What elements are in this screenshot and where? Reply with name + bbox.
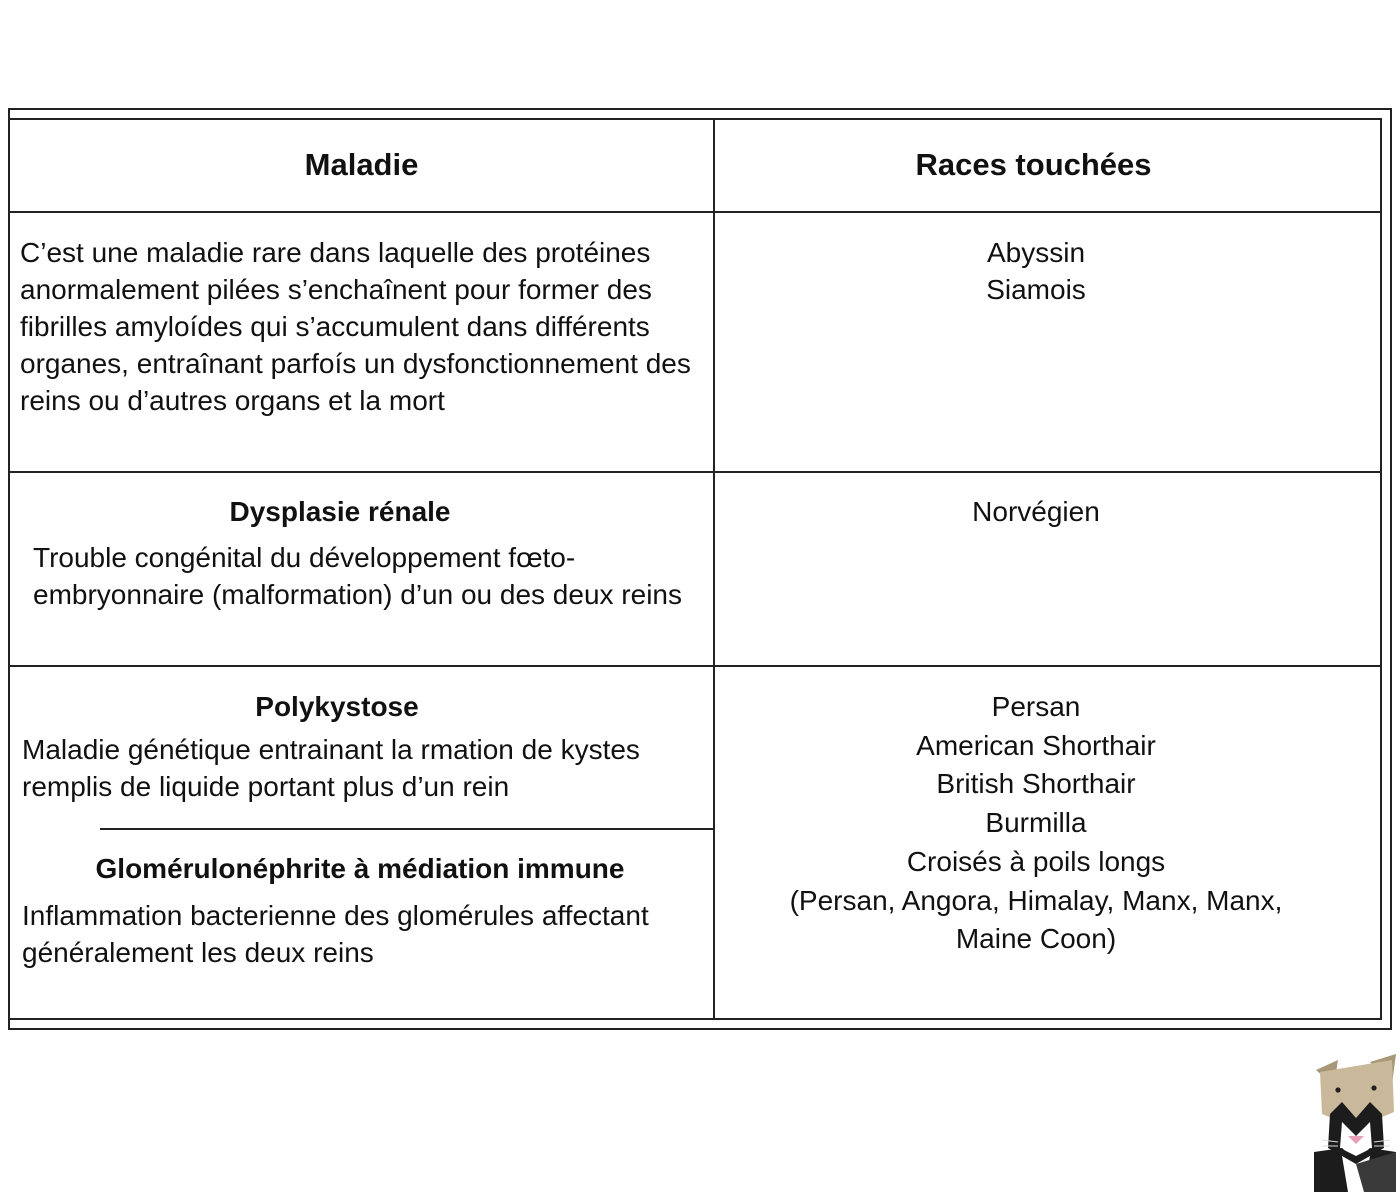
row-2-breeds [715,493,1357,530]
breed-item: Burmilla [985,807,1087,839]
dog-eye [1335,1087,1340,1092]
row-divider [8,471,1382,473]
row-3-breeds [715,688,1357,959]
breed-item: Maine Coon) [955,923,1117,955]
row-3-description: Maladie génétique entrainant la rmation de kystes remplis de liquide portant plus d’un rein [22,734,640,802]
header-breeds: Races touchées [915,147,1152,182]
breed-item: Siamois [986,274,1086,305]
dog-eye [1371,1085,1376,1090]
dog-cat-logo-icon [1312,1052,1396,1192]
row-2-description: Trouble congénital du développement fœto-embryonnaire (malformation) d’un ou des deux reins [33,542,682,610]
row-4-title: Glomérulonéphrite à médiation immune [95,853,625,884]
sub-row-divider [100,828,713,830]
row-divider [8,665,1382,667]
row-4-description: Inflammation bacterienne des glomérules affectant généralement les deux reins [22,900,649,968]
breed-item: (Persan, Angora, Himalay, Manx, Manx, [789,884,1283,916]
row-divider [8,211,1382,213]
breed-item: Croisés à poils longs [906,845,1166,877]
breed-item: Abyssin [986,237,1086,268]
row-3-title: Polykystose [255,691,419,722]
row-1-description: C’est une maladie rare dans laquelle des protéines anormalement pilées s’enchaînent pour former des fibrilles amyloídes qui s’accumulent dans différents organes, entraînant parfoís un dysfonctionnement des reins ou d’autres organs et la mort [20,237,691,416]
breed-item: Norvégien [972,496,1100,527]
breed-item: American Shorthair [916,729,1156,761]
row-1-breeds [715,234,1357,308]
breed-item: British Shorthair [936,768,1136,800]
breed-item: Persan [991,691,1081,722]
row-2-title: Dysplasie rénale [229,496,451,527]
header-disease: Maladie [304,147,419,182]
